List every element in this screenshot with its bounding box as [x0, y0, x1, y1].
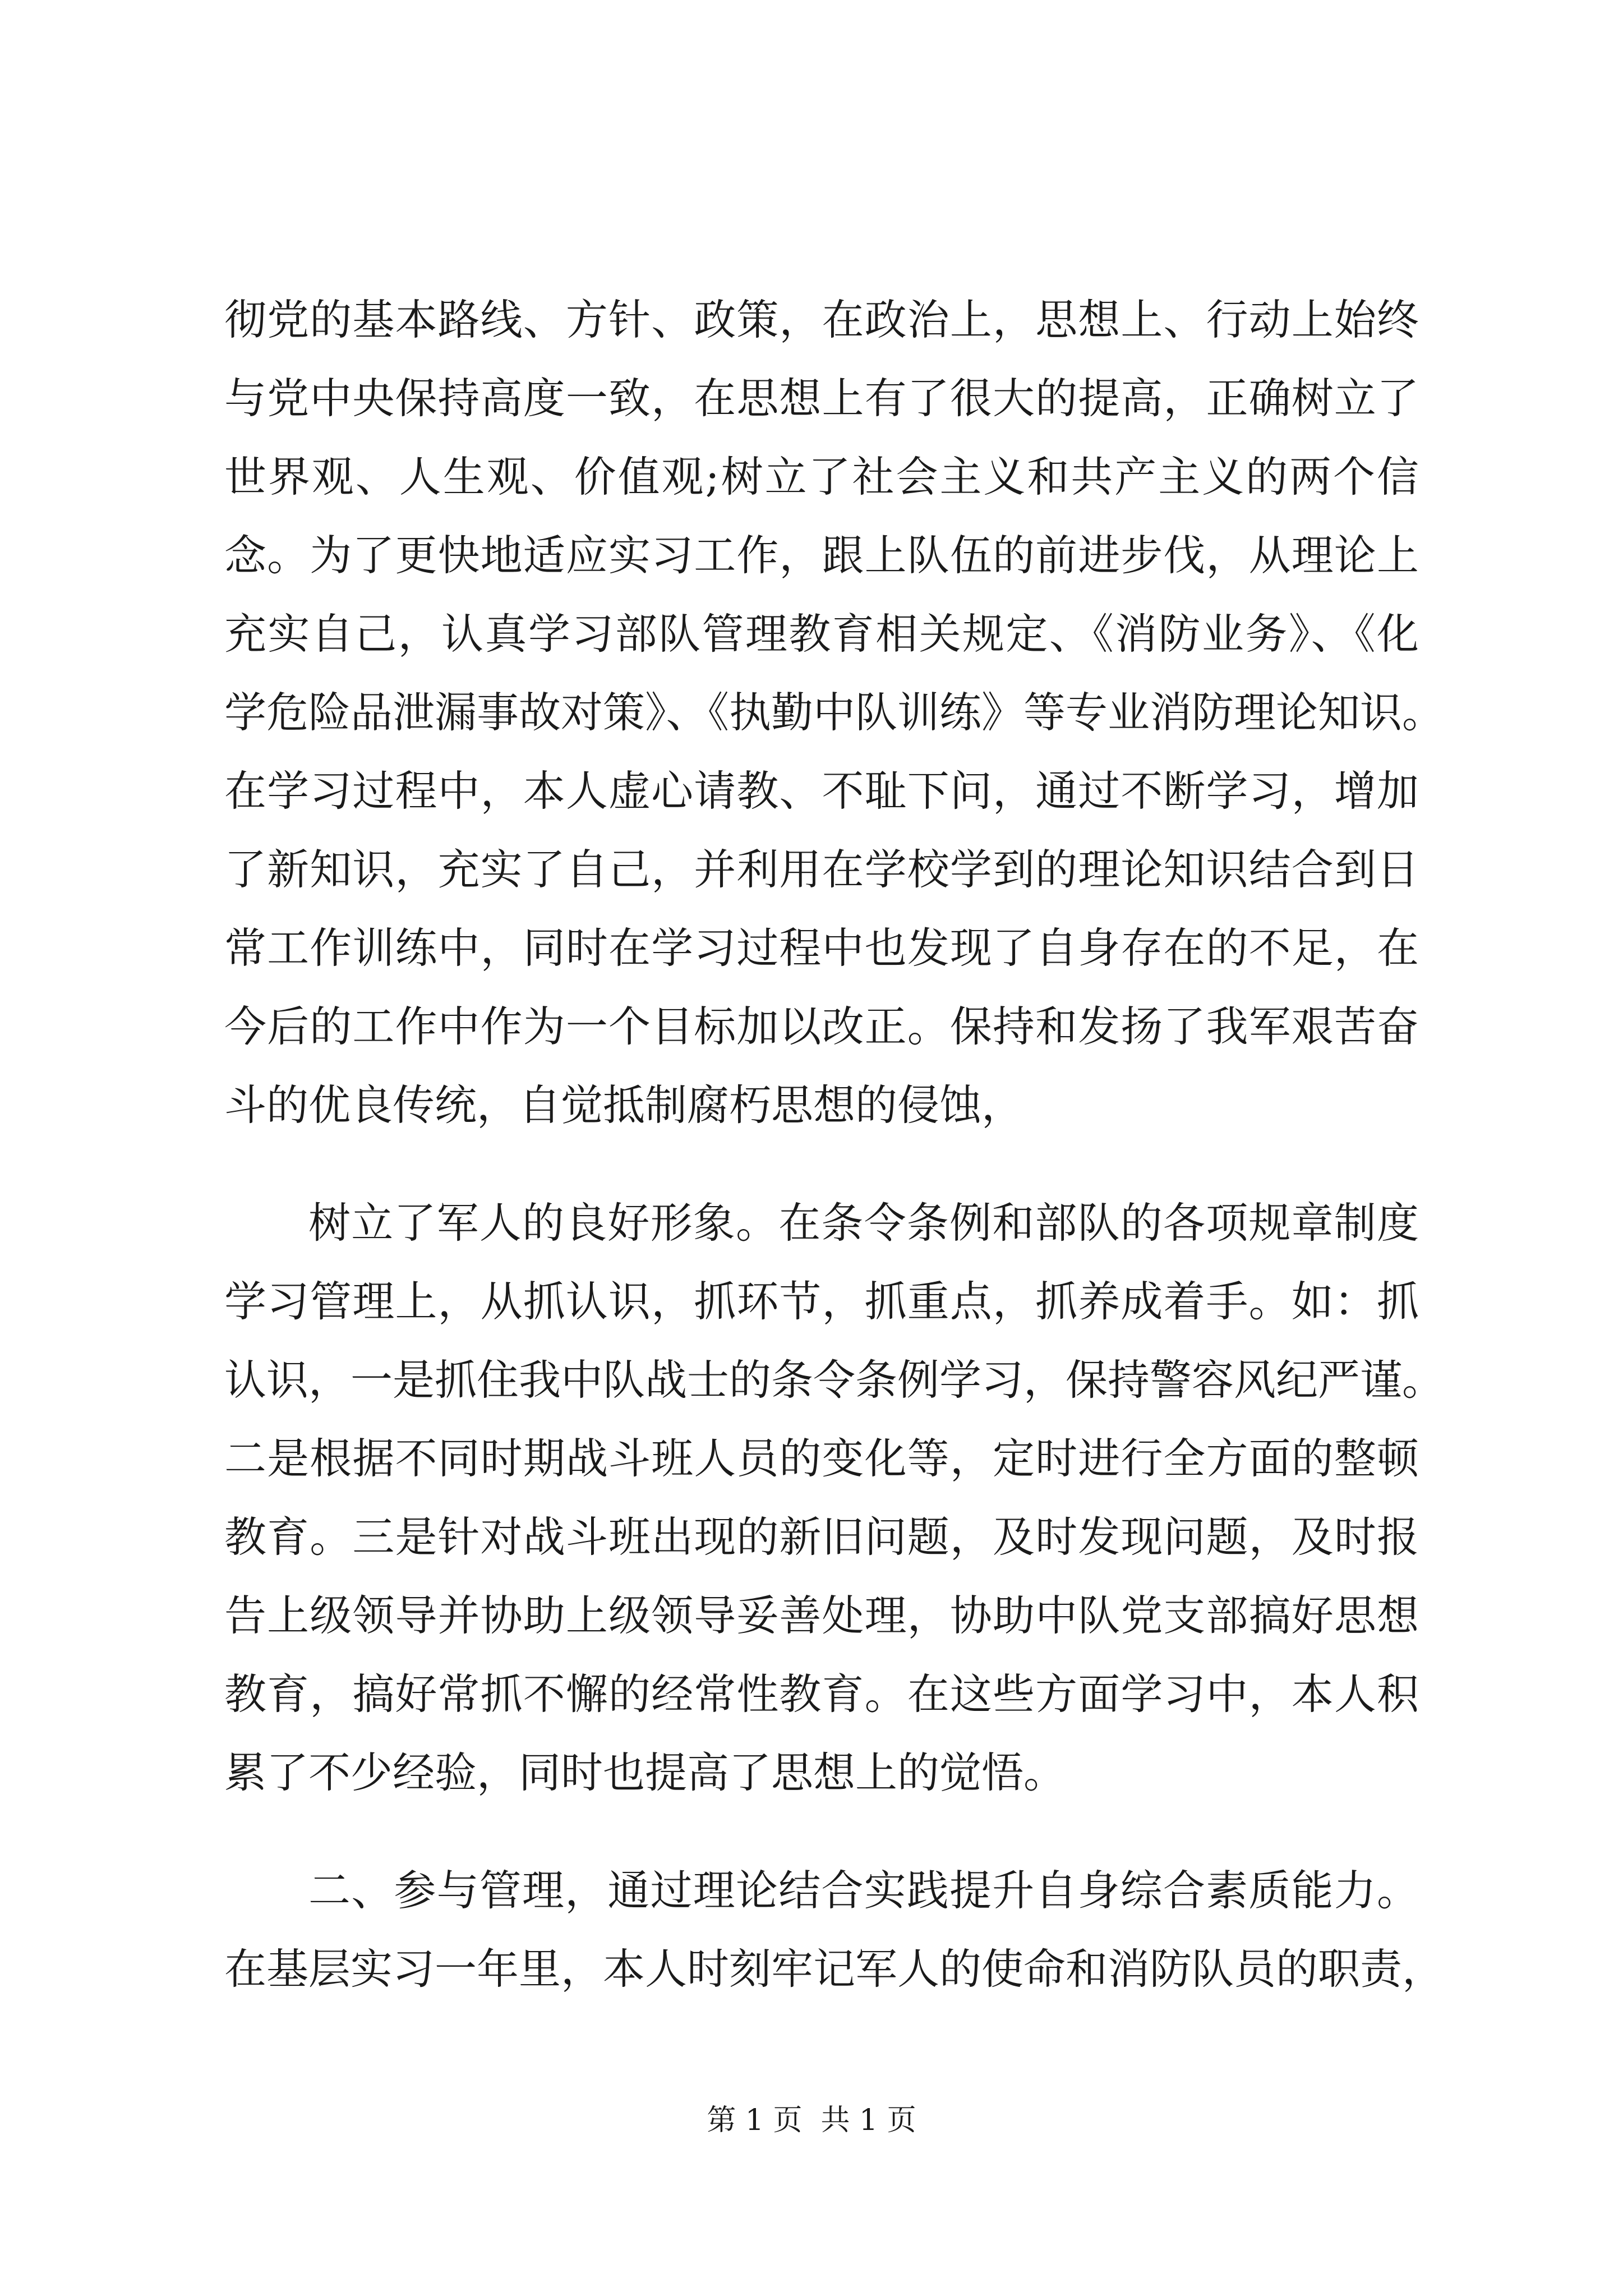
- text-line: 今后的工作中作为一个目标加以改正。保持和发扬了我军艰苦奋: [224, 1002, 1419, 1051]
- text-line: 二是根据不同时期战斗班人员的变化等，定时进行全方面的整顿: [224, 1434, 1419, 1483]
- text-line: 树立了军人的良好形象。在条令条例和部队的各项规章制度: [308, 1198, 1419, 1248]
- text-line: 教育，搞好常抓不懈的经常性教育。在这些方面学习中，本人积: [224, 1669, 1419, 1719]
- page-footer: 第 1 页 共 1 页: [707, 2104, 916, 2137]
- text-line: 教育。三是针对战斗班出现的新旧问题，及时发现问题，及时报: [224, 1512, 1419, 1562]
- text-line: 学危险品泄漏事故对策》、《执勤中队训练》等专业消防理论知识。: [224, 688, 1445, 737]
- text-line: 充实自己，认真学习部队管理教育相关规定、《消防业务》、《化: [224, 609, 1419, 659]
- text-line: 了新知识，充实了自己，并利用在学校学到的理论知识结合到日: [224, 845, 1419, 894]
- text-line: 斗的优良传统，自觉抵制腐朽思想的侵蚀，: [224, 1080, 1024, 1130]
- text-line: 二、参与管理，通过理论结合实践提升自身综合素质能力。: [308, 1866, 1419, 1915]
- text-line: 彻党的基本路线、方针、政策，在政治上，思想上、行动上始终: [224, 295, 1419, 344]
- text-line: 认识，一是抓住我中队战士的条令条例学习，保持警容风纪严谨。: [224, 1355, 1445, 1405]
- text-line: 在基层实习一年里，本人时刻牢记军人的使命和消防队员的职责，: [224, 1944, 1445, 1994]
- text-line: 在学习过程中，本人虚心请教、不耻下问，通过不断学习，增加: [224, 766, 1419, 816]
- text-line: 常工作训练中，同时在学习过程中也发现了自身存在的不足，在: [224, 923, 1419, 973]
- text-line: 与党中央保持高度一致，在思想上有了很大的提高，正确树立了: [224, 374, 1419, 423]
- text-line: 念。为了更快地适应实习工作，跟上队伍的前进步伐，从理论上: [224, 531, 1419, 580]
- text-line: 告上级领导并协助上级领导妥善处理，协助中队党支部搞好思想: [224, 1591, 1419, 1640]
- text-line: 世界观、人生观、价值观;树立了社会主义和共产主义的两个信: [224, 452, 1419, 501]
- text-line: 累了不少经验，同时也提高了思想上的觉悟。: [224, 1748, 1066, 1797]
- text-line: 学习管理上，从抓认识，抓环节，抓重点，抓养成着手。如：抓: [224, 1277, 1419, 1326]
